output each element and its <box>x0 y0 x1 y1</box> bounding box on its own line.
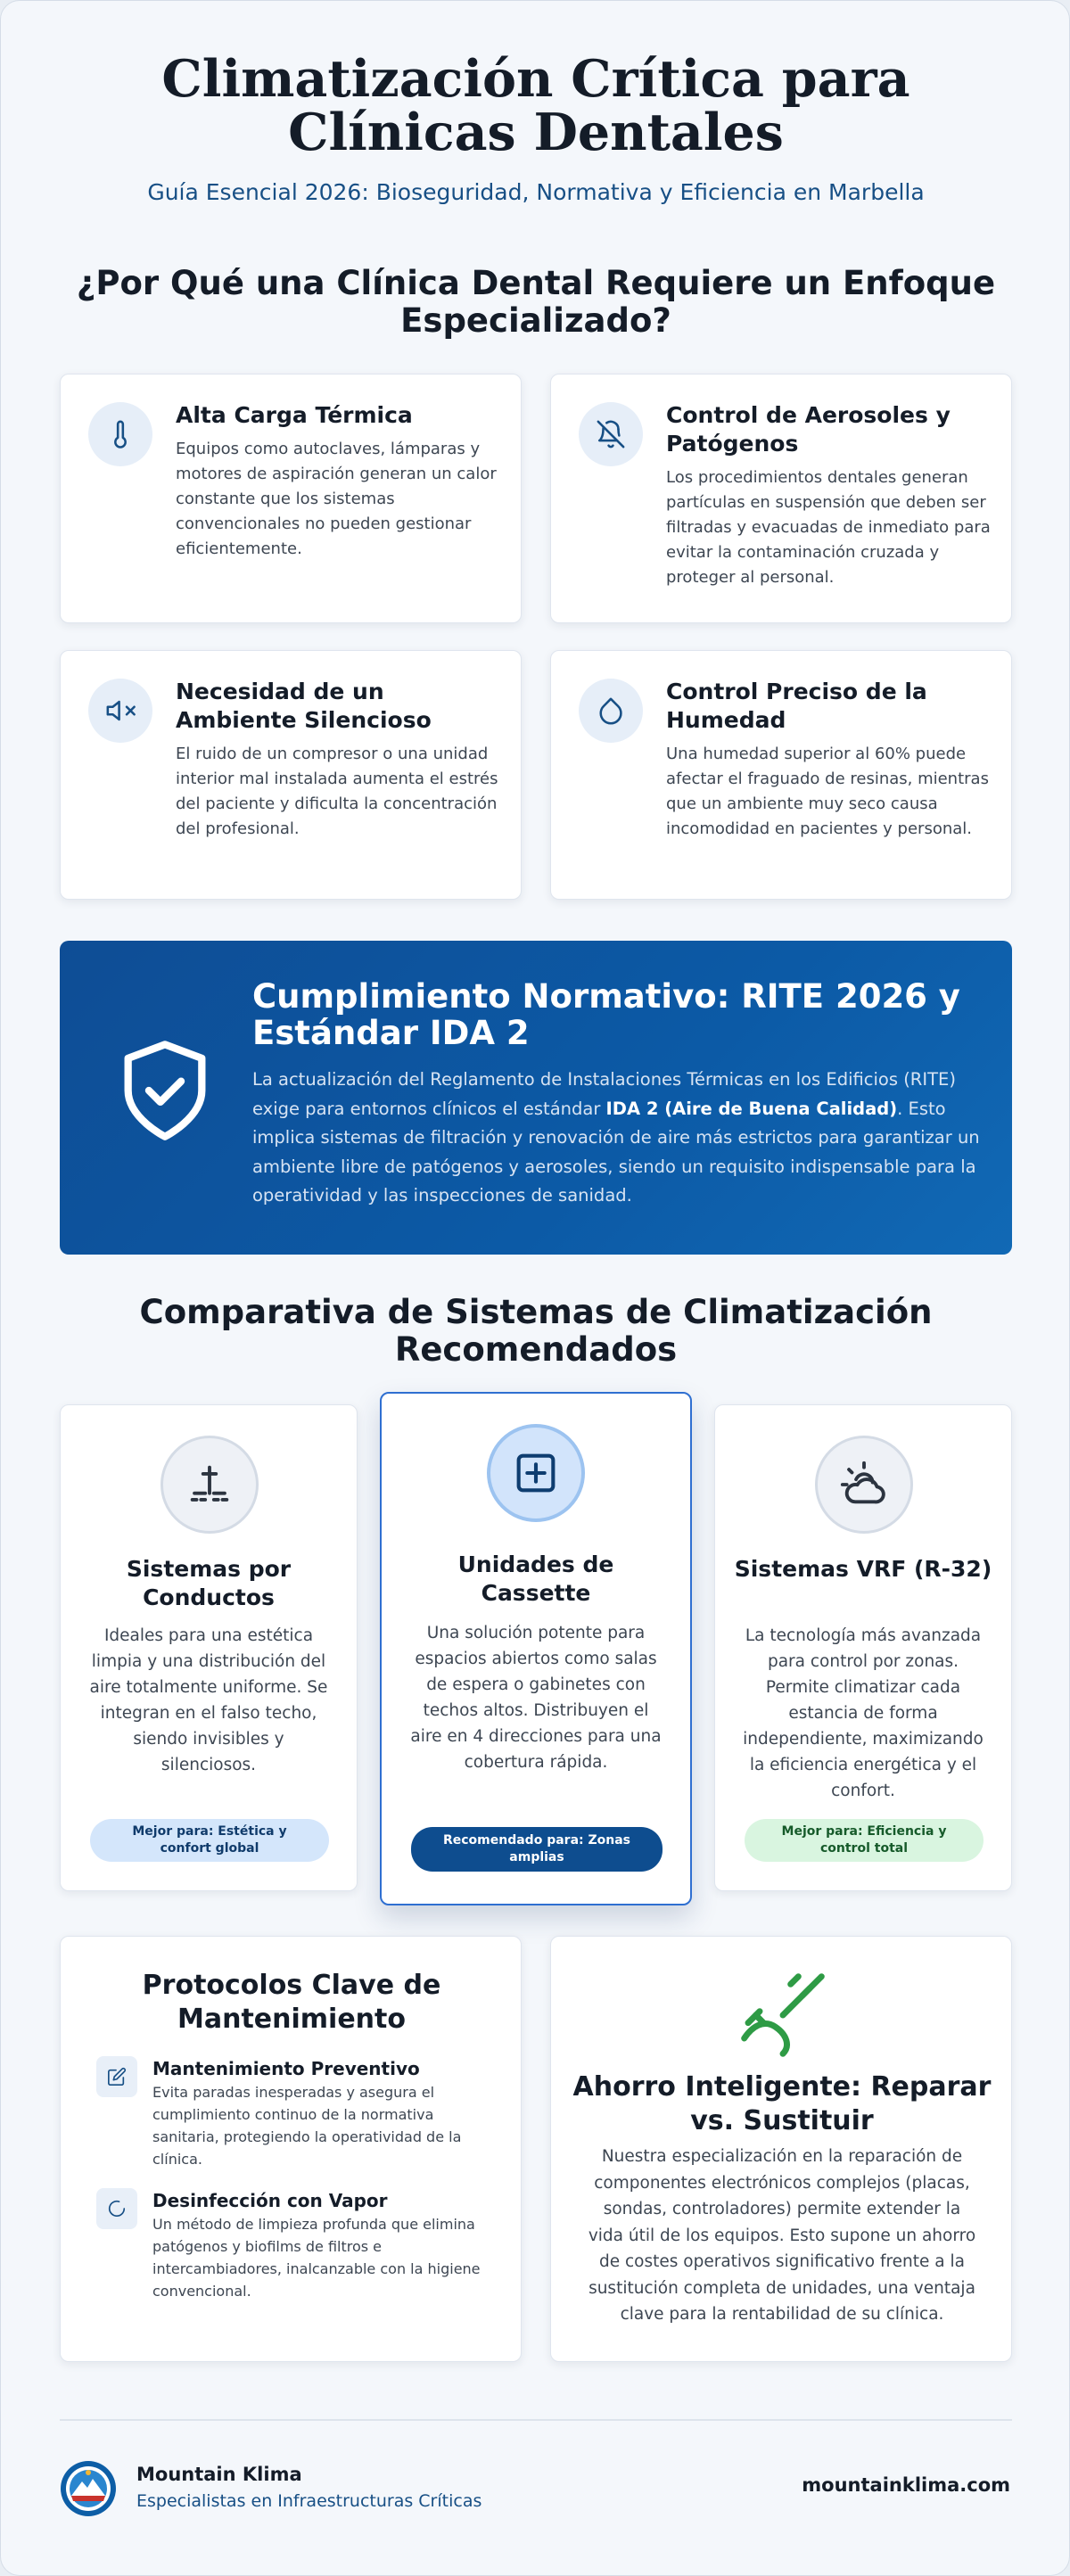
why-heading-line-1: ¿Por Qué una Clínica Dental Requiere un Enfoque <box>76 264 996 302</box>
why-heading-line-2: Especializado? <box>400 301 671 340</box>
page-subtitle: Guía Esencial 2026: Bioseguridad, Normativa y Eficiencia en Marbella <box>147 179 925 205</box>
shield-check-icon <box>110 1035 220 1146</box>
feature-text: Los procedimientos dentales generan partículas en suspensión que deben ser filtradas y evacuadas de inmediato para evitar la contaminación cruzada y proteger al personal. <box>666 468 991 587</box>
feature-title: Control de Aerosoles y Patógenos <box>666 402 951 457</box>
maintenance-item-text: Un método de limpieza profunda que elimina patógenos y biofilms de filtros e intercambiadores, inalcanzable con la higiene convencional. <box>152 2216 481 2300</box>
system-title: Sistemas VRF (R-32) <box>734 1556 992 1582</box>
repair-icon <box>737 1969 829 2062</box>
system-card-vrf <box>714 1404 1012 1891</box>
feature-title: Necesidad de un Ambiente Silencioso <box>176 679 432 733</box>
volume-mute-icon <box>88 679 152 743</box>
maintenance-card <box>60 1936 522 2362</box>
feature-text: El ruido de un compresor o una unidad interior mal instalada aumenta el estrés del paciente y dificulta la concentración del profesional. <box>176 745 498 838</box>
feature-title: Alta Carga Térmica <box>176 402 413 428</box>
system-card-cassette <box>380 1392 692 1905</box>
footer-tagline: Especialistas en Infraestructuras Críticas <box>136 2491 482 2511</box>
title-line-2: Clínicas Dentales <box>288 103 784 162</box>
feature-card-aerosols <box>550 374 1012 623</box>
savings-title: Ahorro Inteligente: Reparar vs. Sustituir <box>572 2071 992 2136</box>
footer-brand: Mountain Klima <box>136 2464 302 2485</box>
thermometer-icon <box>88 402 152 466</box>
maintenance-item-title: Desinfección con Vapor <box>152 2190 388 2211</box>
cloud-sun-icon <box>815 1436 913 1534</box>
bell-off-icon <box>579 402 643 466</box>
feature-text: Una humedad superior al 60% puede afectar el fraguado de resinas, mientras que un ambiente muy seco causa incomodidad en pacientes y personal. <box>666 745 989 838</box>
system-text: La tecnología más avanzada para control por zonas. Permite climatizar cada estancia de forma independiente, maximizando la eficiencia energética y el confort. <box>743 1626 984 1800</box>
compliance-text-part: La actualización del Reglamento de Instalaciones Térmicas en los Edificios (RITE) exige para entornos clínicos el estándar <box>252 1069 956 1119</box>
compliance-banner <box>60 941 1012 1255</box>
compliance-title: Cumplimiento Normativo: RITE 2026 y Estándar IDA 2 <box>252 977 960 1052</box>
savings-card <box>550 1936 1012 2362</box>
system-title: Unidades de Cassette <box>457 1551 614 1606</box>
systems-heading-line-1: Comparativa de Sistemas de Climatización <box>139 1293 933 1331</box>
cassette-icon <box>487 1424 585 1522</box>
system-text: Ideales para una estética limpia y una distribución del aire totalmente uniforme. Se integran en el falso techo, siendo invisibles y silenciosos. <box>89 1626 328 1774</box>
compliance-text-part: . Esto implica sistemas de filtración y renovación de aire más estrictos para garantizar un ambiente libre de patógenos y aerosoles, siendo un requisito indispensable para la operatividad y las inspecciones de sanidad. <box>252 1098 980 1206</box>
edit-icon <box>96 2056 137 2097</box>
compliance-text-bold: IDA 2 (Aire de Buena Calidad) <box>605 1098 898 1119</box>
system-badge: Mejor para: Estética y confort global <box>90 1819 329 1862</box>
refresh-icon <box>96 2188 137 2229</box>
feature-card-humidity <box>550 650 1012 900</box>
feature-card-thermal-load <box>60 374 522 623</box>
system-badge: Mejor para: Eficiencia y control total <box>745 1819 984 1862</box>
system-text: Una solución potente para espacios abiertos como salas de espera o gabinetes con techos altos. Distribuyen el aire en 4 direcciones para una cobertura rápida. <box>410 1624 662 1772</box>
systems-heading-line-2: Recomendados <box>394 1330 678 1369</box>
footer-website-link[interactable]: mountainklima.com <box>802 2474 1010 2496</box>
system-title: Sistemas por Conductos <box>126 1556 292 1610</box>
duct-icon <box>160 1436 259 1534</box>
savings-text: Nuestra especialización en la reparación de componentes electrónicos complejos (placas, sondas, controladores) permite extender la vida útil de los equipos. Esto supone un ahorro de costes operativos significativo frente a la sustitución completa de unidades, una ventaja clave para la rentabilidad de su clínica. <box>588 2147 976 2324</box>
feature-title: Control Preciso de la Humedad <box>666 679 927 733</box>
page-title <box>1 49 1070 162</box>
why-heading <box>1 265 1070 340</box>
maintenance-item-title: Mantenimiento Preventivo <box>152 2058 420 2079</box>
feature-card-silence <box>60 650 522 900</box>
footer-divider <box>60 2419 1012 2421</box>
title-line-1: Climatización Crítica para <box>161 49 910 109</box>
maintenance-item-text: Evita paradas inesperadas y asegura el cumplimiento continuo de la normativa sanitaria, protegiendo la operatividad de la clínica. <box>152 2084 462 2168</box>
mountain-klima-logo <box>60 2460 117 2517</box>
maintenance-title: Protocolos Clave de Mantenimiento <box>142 1970 441 2035</box>
system-badge: Recomendado para: Zonas amplias <box>411 1827 663 1872</box>
system-card-ducts <box>60 1404 358 1891</box>
feature-text: Equipos como autoclaves, lámparas y motores de aspiración generan un calor constante que los sistemas convencionales no pueden gestionar eficientemente. <box>176 440 497 558</box>
compliance-text <box>252 1066 984 1211</box>
systems-heading <box>1 1294 1070 1369</box>
droplet-icon <box>579 679 643 743</box>
